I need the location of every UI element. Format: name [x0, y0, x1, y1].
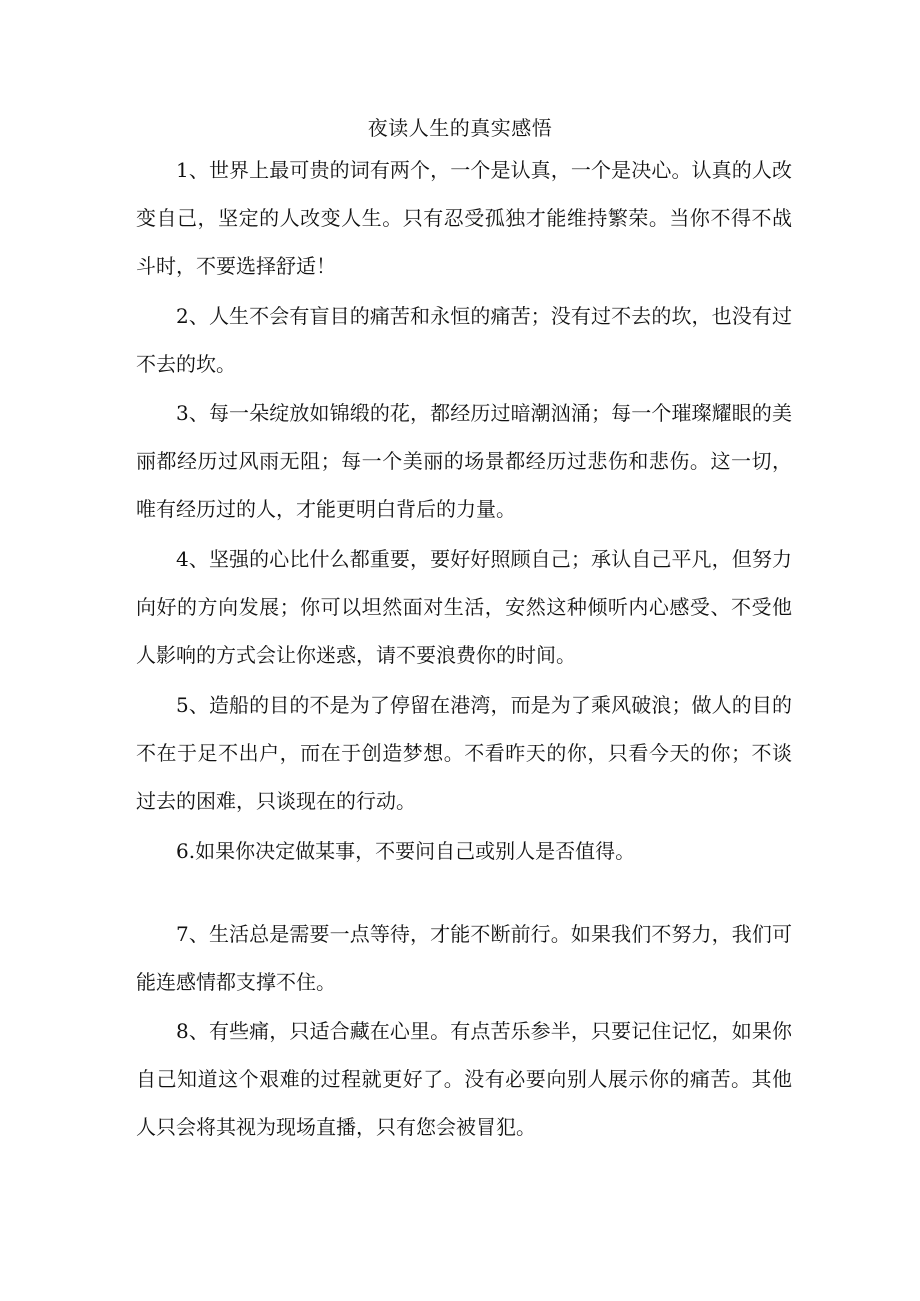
paragraph-4: 4、坚强的心比什么都重要，要好好照顾自己；承认自己平凡，但努力向好的方向发展；你可以坦然面对生活，安然这种倾听内心感受、不受他人影响的方式会让你迷惑，请不要浪费你的时间。	[136, 547, 792, 667]
paragraph-8: 8、有些痛，只适合藏在心里。有点苦乐参半，只要记住记忆，如果你自己知道这个艰难的过程就更好了。没有必要向别人展示你的痛苦。其他人只会将其视为现场直播，只有您会被冒犯。	[136, 1019, 792, 1139]
paragraph-7: 7、生活总是需要一点等待，才能不断前行。如果我们不努力，我们可能连感情都支撑不住。	[136, 922, 792, 994]
paragraph-5: 5、造船的目的不是为了停留在港湾，而是为了乘风破浪；做人的目的不在于足不出户，而在于创造梦想。不看昨天的你，只看今天的你；不谈过去的困难，只谈现在的行动。	[136, 693, 792, 813]
paragraph-6: 6.如果你决定做某事，不要问自己或别人是否值得。	[176, 839, 636, 863]
document-title: 夜读人生的真实感悟	[367, 116, 553, 140]
paragraph-2: 2、人生不会有盲目的痛苦和永恒的痛苦；没有过不去的坎，也没有过不去的坎。	[136, 304, 792, 376]
paragraph-1: 1、世界上最可贵的词有两个，一个是认真，一个是决心。认真的人改变自己，坚定的人改变人生。只有忍受孤独才能维持繁荣。当你不得不战斗时，不要选择舒适！	[136, 158, 792, 278]
paragraph-3: 3、每一朵绽放如锦缎的花，都经历过暗潮汹涌；每一个璀璨耀眼的美丽都经历过风雨无阻；每一个美丽的场景都经历过悲伤和悲伤。这一切，唯有经历过的人，才能更明白背后的力量。	[136, 401, 792, 521]
